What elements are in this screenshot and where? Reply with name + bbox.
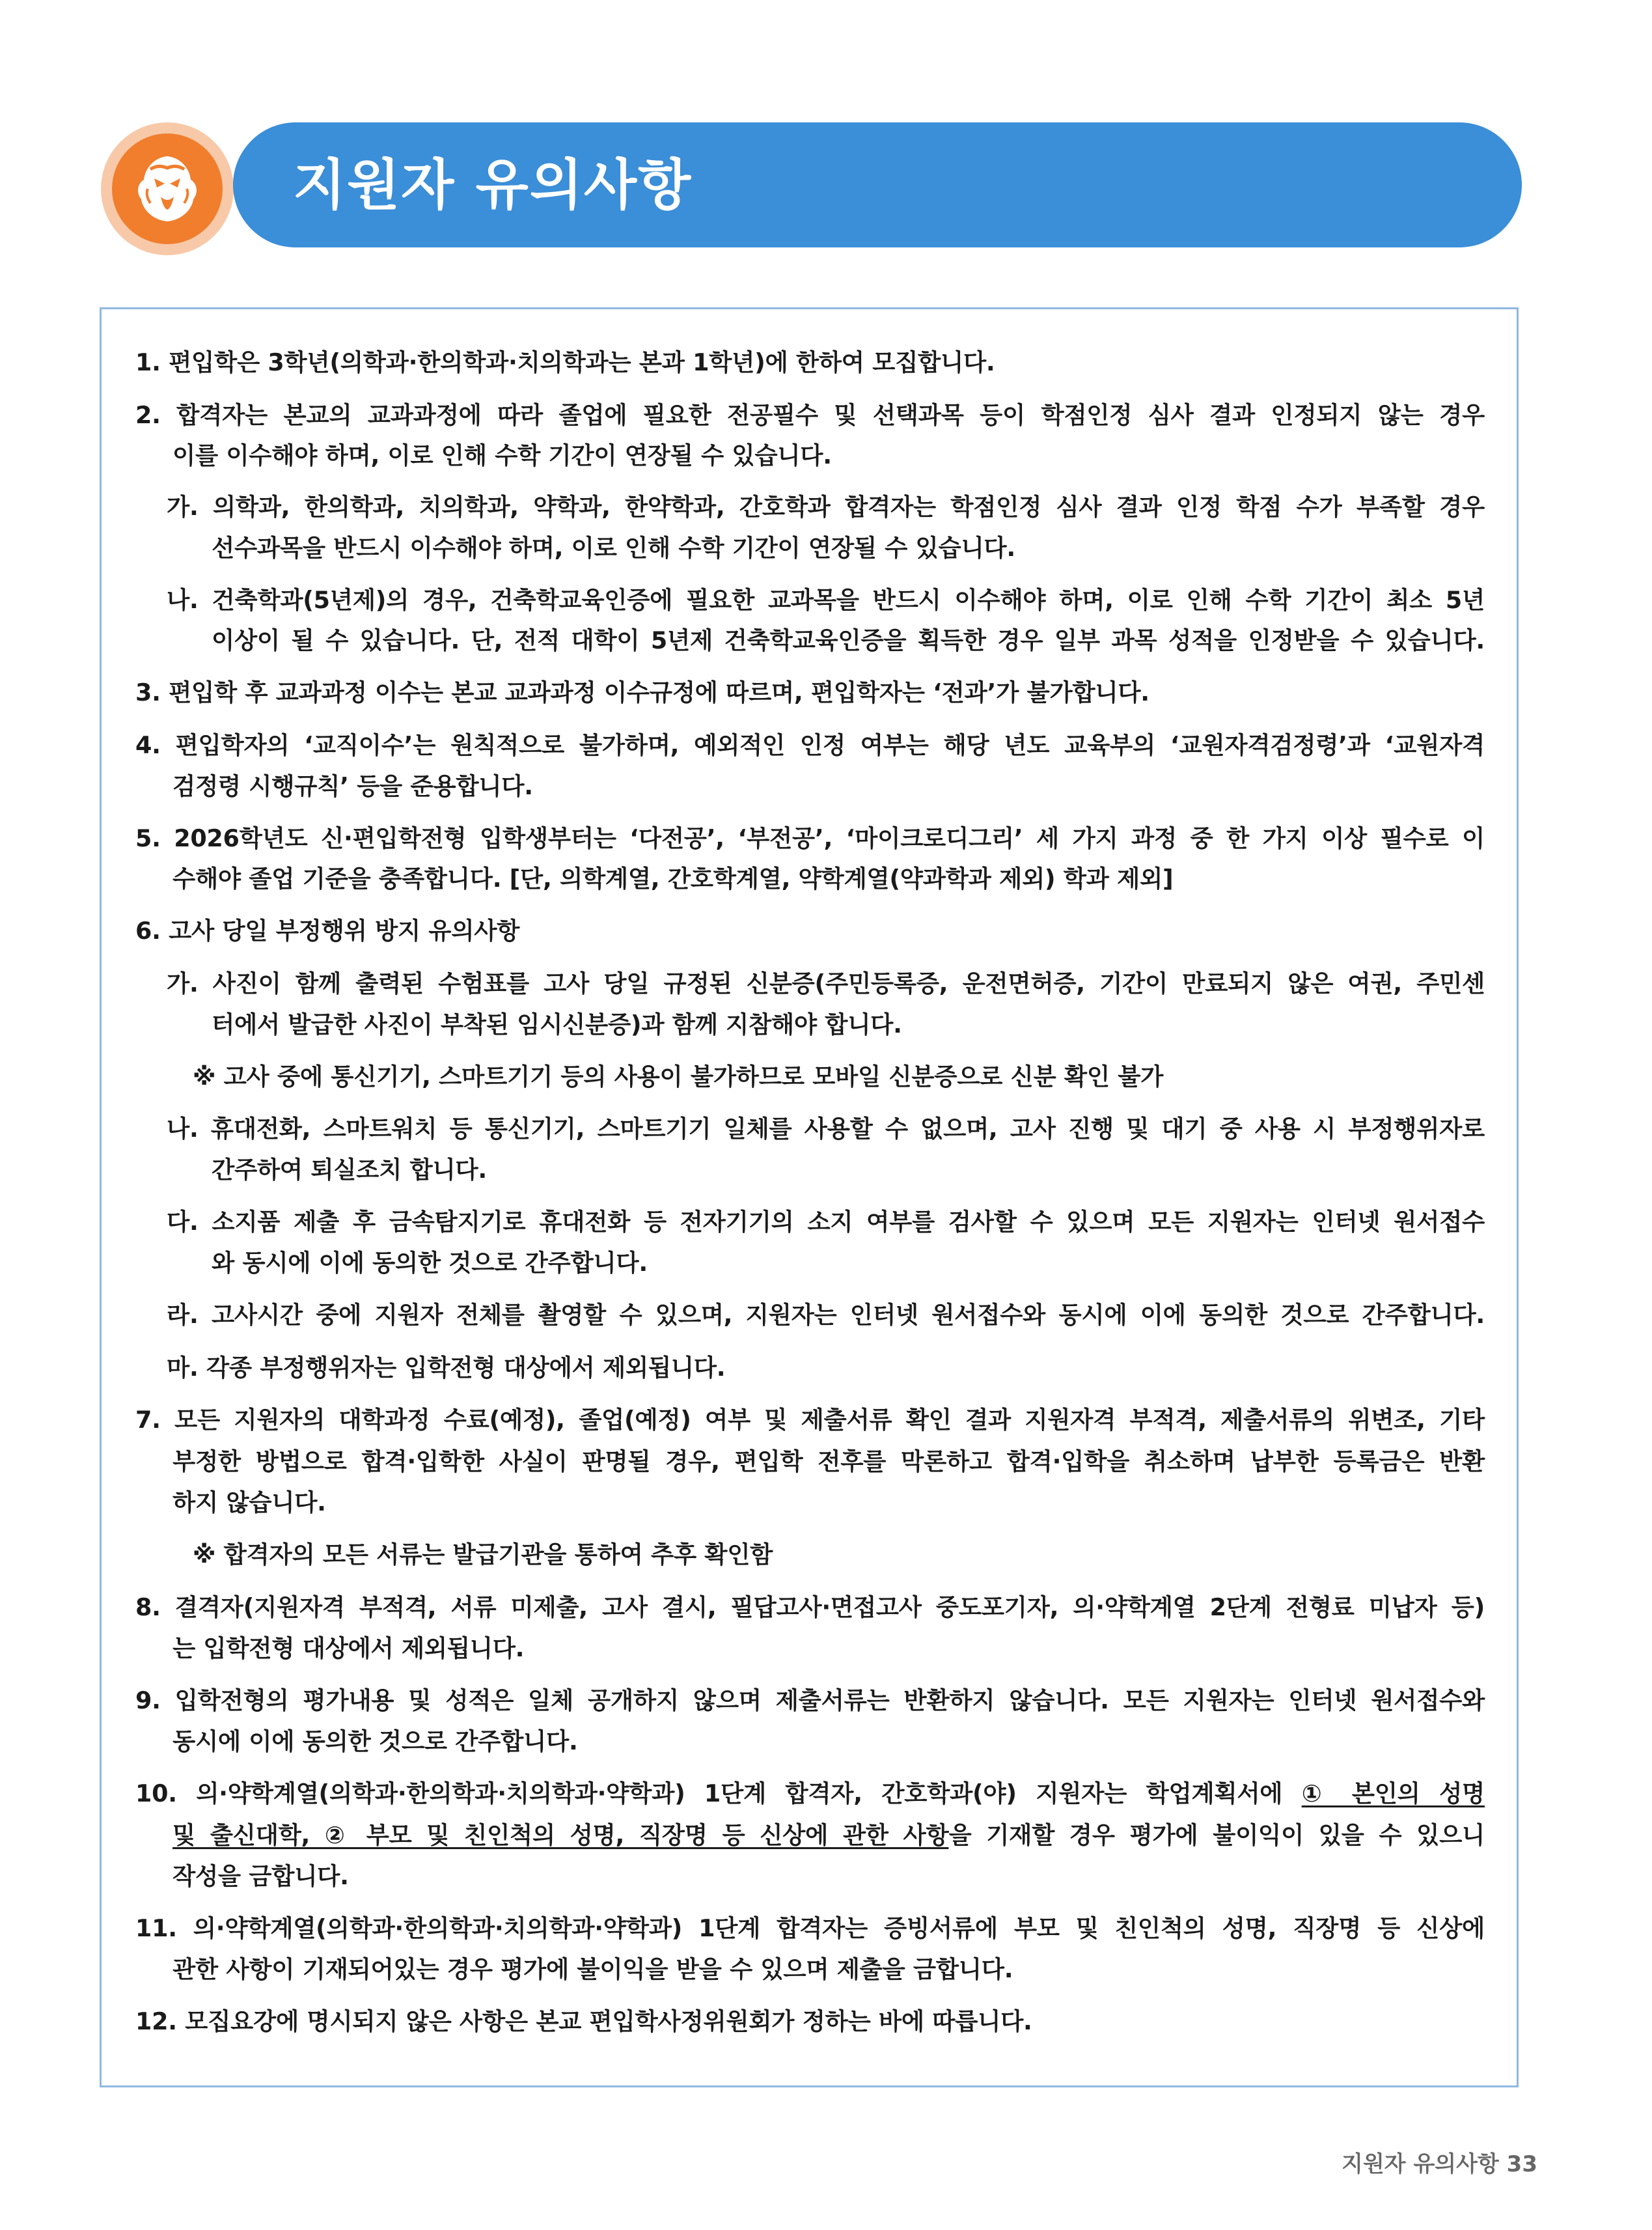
- lion-emblem-icon: [112, 133, 223, 244]
- header-emblem: [101, 122, 234, 255]
- item-2-line-1: 2. 합격자는 본교의 교과과정에 따라 졸업에 필요한 전공필수 및 선택과목 등이 학점인정 심사 결과 인정되지 않는 경우: [135, 401, 1485, 429]
- item-8-line-1: 8. 결격자(지원자격 부적격, 서류 미제출, 고사 결시, 필답고사·면접고사 중도포기자, 의·약학계열 2단계 전형료 미납자 등): [135, 1593, 1485, 1621]
- item-7-line-3: 하지 않습니다.: [172, 1488, 326, 1516]
- item-5-line-2: 수해야 졸업 기준을 충족합니다. [단, 의학계열, 간호학계열, 약학계열(약과학과 제외) 학과 제외]: [172, 865, 1174, 893]
- item-10-line-2: [172, 1817, 1485, 1850]
- item-4-line-2: 검정령 시행규칙’ 등을 준용합니다.: [172, 772, 533, 800]
- item-8-line-2: 는 입학전형 대상에서 제외됩니다.: [172, 1634, 525, 1662]
- page-footer: 지원자 유의사항 33: [1342, 2151, 1537, 2177]
- item-4-line-1: 4. 편입학자의 ‘교직이수’는 원칙적으로 불가하며, 예외적인 인정 여부는 해당 년도 교육부의 ‘교원자격검정령’과 ‘교원자격: [135, 731, 1485, 759]
- item-6-ga-line-2: 터에서 발급한 사진이 부착된 임시신분증)과 함께 지참해야 합니다.: [212, 1010, 902, 1038]
- item-6-na-line-1: 나. 휴대전화, 스마트워치 등 통신기기, 스마트기기 일체를 사용할 수 없으며, 고사 진행 및 대기 중 사용 시 부정행위자로: [167, 1115, 1485, 1143]
- item-10-text-2: 을 기재할 경우 평가에 불이익이 있을 수 있으니: [948, 1821, 1485, 1849]
- item-10-underlined-2: 및 출신대학, ② 부모 및 친인척의 성명, 직장명 등 신상에 관한 사항: [172, 1821, 949, 1849]
- item-10-text: 10. 의·약학계열(의학과·한의학과·치의학과·약학과) 1단계 합격자, 간호학과(야) 지원자는 학업계획서에: [135, 1779, 1302, 1807]
- item-6-da-line-1: 다. 소지품 제출 후 금속탐지기로 휴대전화 등 전자기기의 소지 여부를 검사할 수 있으며 모든 지원자는 인터넷 원서접수: [167, 1208, 1485, 1236]
- item-9-line-2: 동시에 이에 동의한 것으로 간주합니다.: [172, 1727, 578, 1755]
- item-5-line-1: 5. 2026학년도 신·편입학전형 입학생부터는 ‘다전공’, ‘부전공’, ‘마이크로디그리’ 세 가지 과정 중 한 가지 이상 필수로 이: [135, 824, 1485, 852]
- item-6-ra: 라. 고사시간 중에 지원자 전체를 촬영할 수 있으며, 지원자는 인터넷 원서접수와 동시에 이에 동의한 것으로 간주합니다.: [167, 1301, 1485, 1329]
- item-1: 1. 편입학은 3학년(의학과·한의학과·치의학과는 본과 1학년)에 한하여 모집합니다.: [135, 348, 995, 376]
- item-6-na-line-2: 간주하여 퇴실조치 합니다.: [212, 1156, 487, 1184]
- item-9-line-1: 9. 입학전형의 평가내용 및 성적은 일체 공개하지 않으며 제출서류는 반환하지 않습니다. 모든 지원자는 인터넷 원서접수와: [135, 1686, 1485, 1714]
- item-2-line-2: 이를 이수해야 하며, 이로 인해 수학 기간이 연장될 수 있습니다.: [172, 441, 832, 469]
- item-2-ga-line-1: 가. 의학과, 한의학과, 치의학과, 약학과, 한약학과, 간호학과 합격자는 학점인정 심사 결과 인정 학점 수가 부족할 경우: [167, 493, 1485, 521]
- item-10-underlined-1: ① 본인의 성명: [1301, 1779, 1485, 1807]
- page-title: 지원자 유의사항: [293, 153, 693, 217]
- item-6-ma: 마. 각종 부정행위자는 입학전형 대상에서 제외됩니다.: [167, 1354, 726, 1382]
- item-7-note: ※ 합격자의 모든 서류는 발급기관을 통하여 추후 확인함: [193, 1540, 773, 1568]
- item-10-line-3: 작성을 금합니다.: [172, 1862, 349, 1890]
- item-12: 12. 모집요강에 명시되지 않은 사항은 본교 편입학사정위원회가 정하는 바에 따릅니다.: [135, 2007, 1032, 2035]
- item-2-na-line-1: 나. 건축학과(5년제)의 경우, 건축학교육인증에 필요한 교과목을 반드시 이수해야 하며, 이로 인해 수학 기간이 최소 5년: [167, 586, 1485, 614]
- item-6-note: ※ 고사 중에 통신기기, 스마트기기 등의 사용이 불가하므로 모바일 신분증으로 신분 확인 불가: [193, 1063, 1164, 1091]
- item-6: 6. 고사 당일 부정행위 방지 유의사항: [135, 917, 520, 945]
- item-11-line-2: 관한 사항이 기재되어있는 경우 평가에 불이익을 받을 수 있으며 제출을 금합니다.: [172, 1955, 1013, 1983]
- item-2-ga-line-2: 선수과목을 반드시 이수해야 하며, 이로 인해 수학 기간이 연장될 수 있습니다.: [212, 534, 1015, 562]
- item-2-na-line-2: 이상이 될 수 있습니다. 단, 전적 대학이 5년제 건축학교육인증을 획득한 경우 일부 과목 성적을 인정받을 수 있습니다.: [212, 626, 1485, 654]
- item-11-line-1: 11. 의·약학계열(의학과·한의학과·치의학과·약학과) 1단계 합격자는 증빙서류에 부모 및 친인척의 성명, 직장명 등 신상에: [135, 1914, 1485, 1942]
- item-3: 3. 편입학 후 교과과정 이수는 본교 교과과정 이수규정에 따르며, 편입학자는 ‘전과’가 불가합니다.: [135, 678, 1150, 706]
- item-6-ga-line-1: 가. 사진이 함께 출력된 수험표를 고사 당일 규정된 신분증(주민등록증, 운전면허증, 기간이 만료되지 않은 여권, 주민센: [167, 969, 1485, 997]
- item-10-line-1: [135, 1775, 1485, 1809]
- item-7-line-2: 부정한 방법으로 합격·입학한 사실이 판명될 경우, 편입학 전후를 막론하고 합격·입학을 취소하며 납부한 등록금은 반환: [172, 1447, 1485, 1475]
- item-7-line-1: 7. 모든 지원자의 대학과정 수료(예정), 졸업(예정) 여부 및 제출서류 확인 결과 지원자격 부적격, 제출서류의 위변조, 기타: [135, 1406, 1485, 1434]
- item-6-da-line-2: 와 동시에 이에 동의한 것으로 간주합니다.: [212, 1249, 648, 1277]
